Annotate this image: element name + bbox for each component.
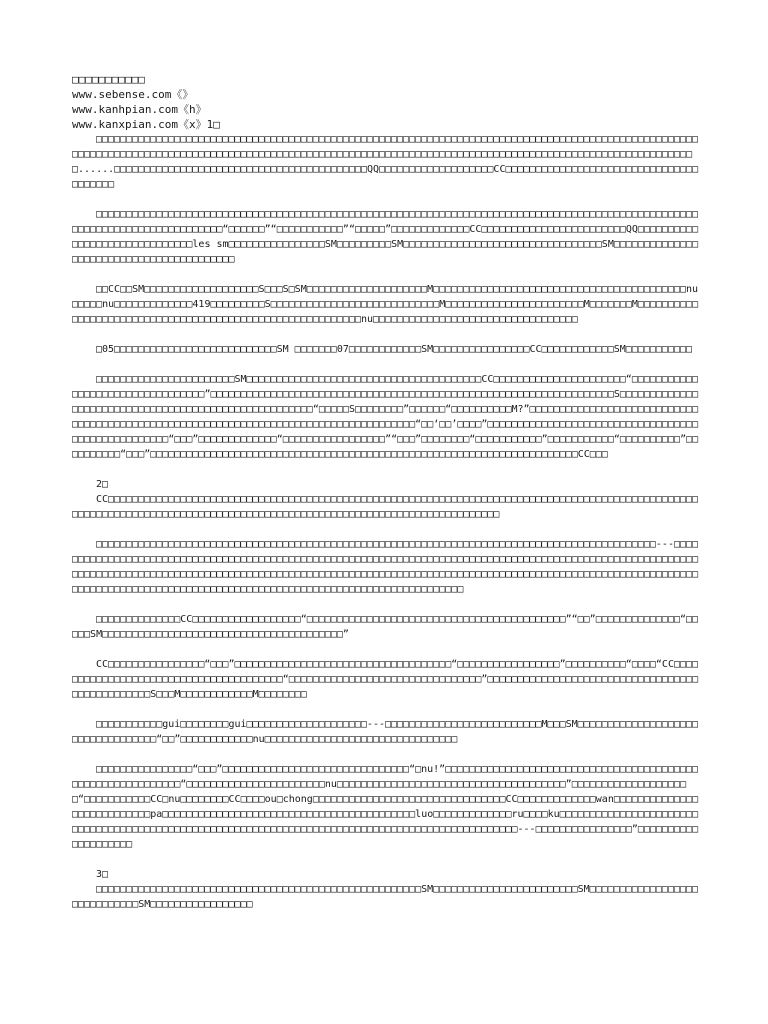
header-line: □□□□□□□□□□□ bbox=[72, 73, 145, 86]
paragraph: □□CC□□SM□□□□□□□□□□□□□□□□□□□S□□□S□SM□□□□□□□□□□□□□□□□□□□□M□□□□□□□□□□□□□□□□□□□□□□□□□□□□□□□□□□□□□□□□□□nu□□□□□nu□□□□□□□□□□□□□419□□□□□□□□□S□□□□□□□□□□□□□□□□□□□□□□□□□□□□M□□□□□□□□□□□□□□□□□□□□□□□M□□□□□□□M□□□□□□□□□□□□□□□□□□□□□□□□□□□□□□□□□□□□□□□□□□□□□□□□□□□□□□□□□□nu□□□□□□□□□□□□□□□□□□□□□□□□□□□□□□□□□□ bbox=[72, 284, 699, 325]
section-heading: 3□ bbox=[96, 869, 109, 880]
paragraph: □□□□□□□□□□□gui□□□□□□□□gui□□□□□□□□□□□□□□□□□□□□---□□□□□□□□□□□□□□□□□□□□□□□□□□M□□□SM□□□□□□□□□□□□□□□□□□□□□□□□□□□□□□□□□□“□□”□□□□□□□□□□□□nu□□□□□□□□□□□□□□□□□□□□□□□□□□□□□□□□ bbox=[72, 719, 699, 745]
paragraph: □□□□□□□□□□□□□□□□“□□□”□□□□□□□□□□□□□□□□□□□□□□□□□□□□□□□“□nu!”□□□□□□□□□□□□□□□□□□□□□□□□□□□□□□□□□□□□□□□□□□□□□□□□□□□□□□□□□□□□“□□□□□□□□□□□□□□□□□□□□□□□nu□□□□□□□□□□□□□□□□□□□□□□□□□□□□□□□□□□□□□□”□□□□□□□□□□□□□□□□□□□□“□□□□□□□□□□□CC□nu□□□□□□□□CC□□□□ou□chong□□□□□□□□□□□□□□□□□□□□□□□□□□□□□□□□CC□□□□□□□□□□□□□wan□□□□□□□□□□□□□□□□□□□□□□□□□□□pa□□□□□□□□□□□□□□□□□□□□□□□□□□□□□□□□□□□□□□□□□□luo□□□□□□□□□□□□□ru□□□□ku□□□□□□□□□□□□□□□□□□□□□□□□□□□□□□□□□□□□□□□□□□□□□□□□□□□□□□□□□□□□□□□□□□□□□□□□□□□□□□□□□□□□□□□□□□□□□□□□□---□□□□□□□□□□□□□□□□”□□□□□□□□□□□□□□□□□□□□ bbox=[72, 764, 699, 850]
header-block bbox=[72, 72, 704, 132]
paragraph: CC□□□□□□□□□□□□□□□□□□□□□□□□□□□□□□□□□□□□□□□□□□□□□□□□□□□□□□□□□□□□□□□□□□□□□□□□□□□□□□□□□□□□□□□□□□□□□□□□□□□□□□□□□□□□□□□□□□□□□□□□□□□□□□□□□□□□□□□□□□□□□□□□□□□□□□□□□□□□□□□□□□□□□□□□□ bbox=[72, 494, 699, 520]
section-heading: 2□ bbox=[96, 479, 109, 490]
paragraph: □□□□□□□□□□□□□□CC□□□□□□□□□□□□□□□□□□“□□□□□□□□□□□□□□□□□□□□□□□□□□□□□□□□□□□□□□□□□□□”“□□”□□□□□□□□□□□□□□“□□□□□SM□□□□□□□□□□□□□□□□□□□□□□□□□□□□□□□□□□□□□□□□” bbox=[72, 614, 699, 640]
site-link[interactable]: www.kanxpian.com《x》1□ bbox=[72, 118, 220, 131]
paragraph: □□□□□□□□□□□□□□□□□□□□□□□SM□□□□□□□□□□□□□□□□□□□□□□□□□□□□□□□□□□□□□□□CC□□□□□□□□□□□□□□□□□□□□□□“□□□□□□□□□□□□□□□□□□□□□□□□□□□□□□□□□”□□□□□□□□□□□□□□□□□□□□□□□□□□□□□□□□□□□□□□□□□□□□□□□□□□□□□□□□□□□□□□□□□□□S□□□□□□□□□□□□□□□□□□□□□□□□□□□□□□□□□□□□□□□□□□□□□□□□□□□□□“□□□□□S□□□□□□□□”□□□□□□“□□□□□□□□□□M?”□□□□□□□□□□□□□□□□□□□□□□□□□□□□□□□□□□□□□□□□□□□□□□□□□□□□□□□□□□□□□□□□□□□□□□□□□□□□□□□□□□□□□“□□‘□□’□□□□”□□□□□□□□□□□□□□□□□□□□□□□□□□□□□□□□□□□□□□□□□□□□□□□□□□□“□□□”□□□□□□□□□□□□□“□□□□□□□□□□□□□□□□□”“□□□”□□□□□□□□“□□□□□□□□□□□”□□□□□□□□□□□“□□□□□□□□□□”□□□□□□□□□□“□□□”□□□□□□□□□□□□□□□□□□□□□□□□□□□□□□□□□□□□□□□□□□□□□□□□□□□□□□□□□□□□□□□□□□□□□□□CC□□□ bbox=[72, 374, 699, 460]
site-link[interactable]: www.kanhpian.com《h》 bbox=[72, 103, 207, 116]
paragraph: □□□□□□□□□□□□□□□□□□□□□□□□□□□□□□□□□□□□□□□□□□□□□□□□□□□□□□□□□□□□□□□□□□□□□□□□□□□□□□□□□□□□□□□□□□□□□---□□□□□□□□□□□□□□□□□□□□□□□□□□□□□□□□□□□□□□□□□□□□□□□□□□□□□□□□□□□□□□□□□□□□□□□□□□□□□□□□□□□□□□□□□□□□□□□□□□□□□□□□□□□□□□□□□□□□□□□□□□□□□□□□□□□□□□□□□□□□□□□□□□□□□□□□□□□□□□□□□□□□□□□□□□□□□□□□□□□□□□□□□□□□□□□□□□□□□□□□□□□□□□□□□□□□□□□□□□□□□□□□□□□□□□□□□□□□□□□□□□□□□□□□□□□□□□□□□□□□□□□□□□□□□□□□□□□□□ bbox=[72, 539, 699, 595]
paragraph: □□□□□□□□□□□□□□□□□□□□□□□□□□□□□□□□□□□□□□□□□□□□□□□□□□□□□□□□□□□□□□□□□□□□□□□□□□□□□□□□□□□□□□□□□□□□□□□□□□□□□□□□□□□□□□□□□□□□□□□□□□□□□“□□□□□□”“□□□□□□□□□□□”“□□□□□”□□□□□□□□□□□□□CC□□□□□□□□□□□□□□□□□□□□□□□□QQ□□□□□□□□□□□□□□□□□□□□□□□□□□□□□□les sm□□□□□□□□□□□□□□□□SM□□□□□□□□□SM□□□□□□□□□□□□□□□□□□□□□□□□□□□□□□□□□SM□□□□□□□□□□□□□□□□□□□□□□□□□□□□□□□□□□□□□□□□□ bbox=[72, 209, 699, 265]
paragraph: □05□□□□□□□□□□□□□□□□□□□□□□□□□□□SM □□□□□□□07□□□□□□□□□□□□SM□□□□□□□□□□□□□□□□CC□□□□□□□□□□□□SM□□□□□□□□□□□ bbox=[96, 344, 693, 355]
body-text bbox=[72, 132, 704, 912]
paragraph: □□□□□□□□□□□□□□□□□□□□□□□□□□□□□□□□□□□□□□□□□□□□□□□□□□□□□□SM□□□□□□□□□□□□□□□□□□□□□□□□SM□□□□□□□□□□□□□□□□□□□□□□□□□□□□□SM□□□□□□□□□□□□□□□□□ bbox=[72, 884, 699, 910]
paragraph: CC□□□□□□□□□□□□□□□□“□□□”□□□□□□□□□□□□□□□□□□□□□□□□□□□□□□□□□□□□“□□□□□□□□□□□□□□□□□”□□□□□□□□□□“□□□□“CC□□□□□□□□□□□□□□□□□□□□□□□□□□□□□□□□□□□□□□□“□□□□□□□□□□□□□□□□□□□□□□□□□□□□□□□□”□□□□□□□□□□□□□□□□□□□□□□□□□□□□□□□□□□□□□□□□□□□□□□□□S□□□M□□□□□□□□□□□□M□□□□□□□□ bbox=[72, 659, 699, 700]
paragraph: □□□□□□□□□□□□□□□□□□□□□□□□□□□□□□□□□□□□□□□□□□□□□□□□□□□□□□□□□□□□□□□□□□□□□□□□□□□□□□□□□□□□□□□□□□□□□□□□□□□□□□□□□□□□□□□□□□□□□□□□□□□□□□□□□□□□□□□□□□□□□□□□□□□□□□□□□□□□□□□□□□□□□□□□□□□□□□□□□□□□□□□□□□□□□□□□□□□□□□□□□□□□......□□□□□□□□□□□□□□□□□□□□□□□□□□□□□□□□□□□□□□□□□□QQ□□□□□□□□□□□□□□□□□□□CC□□□□□□□□□□□□□□□□□□□□□□□□□□□□□□□□□□□□□□□ bbox=[72, 134, 699, 190]
document-page bbox=[72, 72, 704, 927]
site-link[interactable]: www.sebense.com《》 bbox=[72, 88, 194, 101]
